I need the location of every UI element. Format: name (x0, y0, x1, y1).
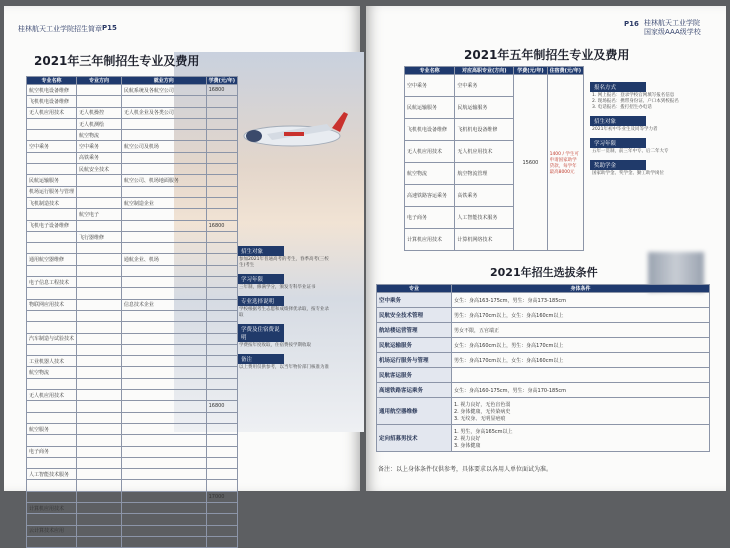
table-cell (121, 310, 206, 321)
table-cell: 无人机应用技术 (455, 141, 514, 163)
table-cell (77, 457, 122, 468)
table-row (27, 265, 238, 276)
table-cell: 高速铁路客运乘务 (405, 185, 455, 207)
col-header: 对应高职专业(方向) (455, 67, 514, 75)
table-cell (121, 277, 206, 288)
table-cell (206, 299, 237, 310)
col-header: 学费(元/年) (206, 77, 237, 85)
table-cell (121, 491, 206, 502)
table-cell (121, 130, 206, 141)
table-cell: 电子信息工程技术 (27, 277, 77, 288)
table-cell: 17000 (206, 491, 237, 502)
table-row (27, 356, 238, 367)
table-row (27, 152, 238, 163)
table-cell (77, 412, 122, 423)
info-heading: 招生对象 (590, 116, 646, 126)
table-cell (206, 254, 237, 265)
table-row (27, 96, 238, 107)
table-row (27, 209, 238, 220)
note-text: 参加2021年普通高考的考生，春季高考(三校生)考生 (239, 257, 329, 268)
table-row (27, 514, 238, 525)
table-cell (121, 322, 206, 333)
table-cell (121, 435, 206, 446)
table-cell (27, 243, 77, 254)
col-header: 就业方向 (121, 77, 206, 85)
table-cell: 通航企业、机场 (121, 254, 206, 265)
table-row (27, 118, 238, 129)
table-cell: 无人机应用技术 (27, 390, 77, 401)
table-row (27, 525, 238, 536)
table-cell: 无人机测绘 (77, 118, 122, 129)
condition-major: 航站楼运营管理 (377, 323, 452, 338)
table-row (27, 231, 238, 242)
table-cell: 16800 (206, 85, 237, 96)
table-cell (206, 480, 237, 491)
table-cell (77, 220, 122, 231)
table-cell (206, 322, 237, 333)
table-cell: 民航运输服务 (405, 97, 455, 119)
table-cell (206, 107, 237, 118)
condition-text: 女生：身高160-175cm，男生：身高170-185cm (452, 383, 710, 398)
condition-text: 女生：身高160cm以上，男生：身高170cm以上 (452, 338, 710, 353)
col-header: 专业方向 (77, 77, 122, 85)
condition-text: 1. 视力良好，无色盲色弱 2. 身体健康，无传染病史 3. 无纹身、无明显疤痕 (452, 398, 710, 425)
table-cell (77, 322, 122, 333)
table-cell (206, 186, 237, 197)
table-cell (121, 265, 206, 276)
table-cell: 通用航空器维修 (27, 254, 77, 265)
table-row (27, 367, 238, 378)
five-year-table (404, 66, 584, 251)
right-title: 2021年五年制招生专业及费用 (464, 48, 630, 62)
table-row (27, 288, 238, 299)
table-row (27, 457, 238, 468)
table-row (27, 423, 238, 434)
table-cell: 航空公司及机场 (121, 141, 206, 152)
table-cell (121, 243, 206, 254)
table-cell (206, 209, 237, 220)
table-cell: 16800 (206, 220, 237, 231)
table-cell: 电子商务 (27, 446, 77, 457)
table-cell (206, 435, 237, 446)
table-cell: 飞机制造技术 (27, 197, 77, 208)
table-cell (77, 96, 122, 107)
table-cell (77, 514, 122, 525)
table-cell (121, 367, 206, 378)
condition-major: 通用航空器维修 (377, 398, 452, 425)
table-row (27, 164, 238, 175)
three-year-table (26, 76, 238, 548)
table-cell (206, 378, 237, 389)
table-cell (206, 356, 237, 367)
table-cell (77, 288, 122, 299)
table-row (27, 390, 238, 401)
table-cell (121, 186, 206, 197)
note-text: 学费按年度收取，住宿费按学期收取 (239, 343, 311, 348)
right-header-2: 国家级AAA级学校 (644, 28, 701, 36)
table-cell: 民航安全技术 (77, 164, 122, 175)
table-cell (77, 356, 122, 367)
table-row (27, 378, 238, 389)
table-cell (27, 130, 77, 141)
table-cell: 飞机电子设备维修 (27, 220, 77, 231)
table-cell: 高铁乘务 (77, 152, 122, 163)
table-cell (77, 502, 122, 513)
table-row (27, 107, 238, 118)
table-cell (77, 480, 122, 491)
table-cell (206, 288, 237, 299)
table-cell (206, 536, 237, 547)
table-cell (77, 265, 122, 276)
table-cell: 航空制造企业 (121, 197, 206, 208)
table-row (27, 333, 238, 344)
table-cell (27, 322, 77, 333)
table-cell (77, 525, 122, 536)
table-cell: 无人机操控 (77, 107, 122, 118)
table-row (27, 220, 238, 231)
table-cell (77, 197, 122, 208)
condition-major: 高速铁路客运乘务 (377, 383, 452, 398)
table-cell: 飞机机电设备维修 (405, 119, 455, 141)
col-header: 学费(元/年) (514, 67, 547, 75)
condition-text: 男生：身高170cm以上，女生：身高160cm以上 (452, 353, 710, 368)
table-cell (77, 277, 122, 288)
table-cell (206, 344, 237, 355)
table-cell (77, 491, 122, 502)
table-cell: 高铁乘务 (455, 185, 514, 207)
table-row (27, 401, 238, 412)
table-cell (206, 231, 237, 242)
table-cell (206, 175, 237, 186)
table-row (27, 130, 238, 141)
condition-text: 男生：身高170cm以上，女生：身高160cm以上 (452, 308, 710, 323)
note-heading: 招生对象 (238, 246, 284, 256)
table-cell (27, 152, 77, 163)
table-row (27, 175, 238, 186)
table-row (27, 299, 238, 310)
table-cell (121, 469, 206, 480)
table-cell (206, 243, 237, 254)
note-heading: 备注 (238, 354, 284, 364)
table-cell (77, 175, 122, 186)
table-cell: 空中乘务 (405, 75, 455, 97)
table-cell: 汽车制造与试验技术 (27, 333, 77, 344)
table-cell (121, 164, 206, 175)
table-cell (121, 118, 206, 129)
table-cell: 民航运输服务 (455, 97, 514, 119)
note-text: 学校根据考生志愿和成绩择优录取，按专业录取 (239, 307, 329, 318)
info-text: 五年一贯制，前三年中专、后二年大专 (592, 149, 669, 154)
airplane-illustration (232, 106, 352, 166)
table-row (377, 383, 710, 398)
table-cell (77, 469, 122, 480)
col-header: 专业 (377, 285, 452, 293)
table-cell (206, 333, 237, 344)
table-cell (206, 197, 237, 208)
table-cell (121, 412, 206, 423)
note-text: 三年制，修满学分，颁发专科毕业证书 (239, 285, 316, 290)
table-cell: 空中乘务 (27, 141, 77, 152)
info-text: 2021年初中毕业生及同等学力者 (592, 127, 658, 132)
table-cell: 物联网应用技术 (27, 299, 77, 310)
info-heading: 学习年限 (590, 138, 646, 148)
table-row (27, 310, 238, 321)
table-cell: 航空物流 (405, 163, 455, 185)
table-cell (77, 401, 122, 412)
table-cell (77, 435, 122, 446)
table-cell (27, 401, 77, 412)
table-cell: 无人机企业及各类公司 (121, 107, 206, 118)
table-cell (206, 502, 237, 513)
table-cell (121, 356, 206, 367)
table-cell: 航空物流 (27, 367, 77, 378)
table-cell: 计算机网络技术 (455, 229, 514, 251)
table-cell (121, 401, 206, 412)
table-cell (121, 333, 206, 344)
note-heading: 专业选择说明 (238, 296, 284, 306)
table-cell (27, 435, 77, 446)
table-row (377, 398, 710, 425)
table-cell (206, 469, 237, 480)
table-row (377, 425, 710, 452)
table-row (377, 353, 710, 368)
table-cell: 计算机应用技术 (405, 229, 455, 251)
table-cell (27, 457, 77, 468)
table-row (27, 491, 238, 502)
table-cell (121, 502, 206, 513)
table-cell (121, 288, 206, 299)
table-cell: 机场运行服务与管理 (27, 186, 77, 197)
table-cell (206, 390, 237, 401)
table-row (27, 412, 238, 423)
condition-text: 1. 男生，身高165cm以上 2. 视力良好 3. 身体健康 (452, 425, 710, 452)
table-cell (27, 209, 77, 220)
left-header: 桂林航天工业学院招生简章 (18, 25, 102, 33)
table-row (27, 435, 238, 446)
table-cell: 信息技术企业 (121, 299, 206, 310)
table-cell (27, 412, 77, 423)
table-cell: 空中乘务 (77, 141, 122, 152)
table-cell (77, 390, 122, 401)
left-page (4, 6, 360, 535)
condition-text: 女生：身高163-175cm，男生：身高173-185cm (452, 293, 710, 308)
right-page-number: P16 (624, 20, 639, 28)
info-text: 国家助学金、奖学金、勤工助学岗位 (592, 171, 664, 176)
table-cell: 云计算技术应用 (27, 525, 77, 536)
table-cell (27, 288, 77, 299)
table-cell (121, 220, 206, 231)
table-cell: 民航系统及各航空公司 (121, 85, 206, 96)
condition-text: 男女不限，五官端正 (452, 323, 710, 338)
table-row (27, 186, 238, 197)
table-row (27, 254, 238, 265)
table-row (27, 446, 238, 457)
table-cell (27, 164, 77, 175)
table-row (377, 323, 710, 338)
table-row (27, 480, 238, 491)
table-cell (206, 367, 237, 378)
table-cell (121, 514, 206, 525)
table-row (377, 293, 710, 308)
table-row (405, 75, 584, 97)
table-row (27, 536, 238, 547)
table-cell (206, 457, 237, 468)
table-cell (77, 186, 122, 197)
table-cell (77, 243, 122, 254)
table-cell (121, 390, 206, 401)
table-cell (121, 457, 206, 468)
left-page-number: P15 (102, 24, 117, 32)
table-cell: 飞机机电设备维修 (27, 96, 77, 107)
col-header: 身体条件 (452, 285, 710, 293)
table-cell: 无人机应用技术 (405, 141, 455, 163)
table-cell (77, 536, 122, 547)
footnote: 备注：以上身体条件仅供参考，具体要求以各用人单位面试为准。 (378, 466, 553, 473)
table-cell (206, 514, 237, 525)
table-row (377, 368, 710, 383)
table-cell (206, 118, 237, 129)
table-cell (77, 423, 122, 434)
table-cell: 16800 (206, 401, 237, 412)
table-cell (206, 96, 237, 107)
table-row (27, 197, 238, 208)
table-cell (27, 118, 77, 129)
table-cell (121, 344, 206, 355)
table-cell (77, 446, 122, 457)
table-cell (77, 367, 122, 378)
table-cell (77, 333, 122, 344)
col-header: 专业名称 (405, 67, 455, 75)
fee-note-cell: 1400 / 学生可申请国家助学贷款，每学年最高8000元 (547, 75, 583, 251)
table-row (377, 308, 710, 323)
condition-major: 民航安全技术管理 (377, 308, 452, 323)
table-cell (121, 231, 206, 242)
table-cell (121, 96, 206, 107)
table-cell (206, 310, 237, 321)
table-cell: 民航运输服务 (27, 175, 77, 186)
table-row (27, 344, 238, 355)
table-cell: 航空电子 (77, 209, 122, 220)
table-cell (77, 85, 122, 96)
table-row (27, 243, 238, 254)
condition-major: 民航运输服务 (377, 338, 452, 353)
table-cell: 电子商务 (405, 207, 455, 229)
table-cell: 空中乘务 (455, 75, 514, 97)
table-cell: 航空机电设备维修 (27, 85, 77, 96)
table-cell: 人工智能技术服务 (27, 469, 77, 480)
table-cell (121, 536, 206, 547)
table-cell (121, 378, 206, 389)
info-text: 1. 网上报名：登录学校官网填写报名信息 2. 现场报名：携带身份证、户口本到校报名 3. 电话报名：拨打招生办电话 (592, 93, 679, 110)
condition-text (452, 368, 710, 383)
table-cell (121, 209, 206, 220)
table-cell: 航空公司、机场地面服务 (121, 175, 206, 186)
table-cell (206, 265, 237, 276)
table-row (377, 338, 710, 353)
table-row (27, 277, 238, 288)
conditions-title: 2021年招生选拔条件 (490, 266, 598, 279)
table-cell (77, 299, 122, 310)
conditions-table (376, 284, 710, 452)
note-text: 以上费用仅供参考，以当年物价部门核准为准 (239, 365, 329, 370)
table-cell (206, 277, 237, 288)
table-cell (206, 164, 237, 175)
left-title: 2021年三年制招生专业及费用 (34, 54, 200, 68)
table-cell (121, 525, 206, 536)
table-cell (27, 344, 77, 355)
table-cell (121, 152, 206, 163)
table-cell (121, 446, 206, 457)
table-cell: 无人机应用技术 (27, 107, 77, 118)
col-header: 专业名称 (27, 77, 77, 85)
table-cell (27, 265, 77, 276)
table-cell (206, 412, 237, 423)
table-cell (27, 231, 77, 242)
left-notes-panel (238, 242, 332, 372)
table-cell (27, 514, 77, 525)
table-cell: 计算机应用技术 (27, 502, 77, 513)
note-heading: 学习年限 (238, 274, 284, 284)
table-cell (27, 491, 77, 502)
table-cell (27, 378, 77, 389)
table-cell (77, 344, 122, 355)
info-heading: 报名方式 (590, 82, 646, 92)
info-heading: 奖助学金 (590, 160, 646, 170)
table-cell (121, 480, 206, 491)
table-cell (206, 525, 237, 536)
condition-major: 机场运行服务与管理 (377, 353, 452, 368)
fee-cell: 15600 (514, 75, 547, 251)
note-heading: 学费及住宿费说明 (238, 324, 284, 342)
table-cell: 人工智能技术服务 (455, 207, 514, 229)
table-row (27, 141, 238, 152)
table-cell (77, 254, 122, 265)
table-cell (206, 423, 237, 434)
table-row (27, 469, 238, 480)
table-cell (206, 152, 237, 163)
table-cell (27, 536, 77, 547)
table-row (27, 322, 238, 333)
table-cell: 飞机机电设备维修 (455, 119, 514, 141)
table-cell: 航空服务 (27, 423, 77, 434)
table-cell: 航空物流 (77, 130, 122, 141)
right-info-panel (590, 78, 720, 178)
condition-major: 民航客运服务 (377, 368, 452, 383)
table-cell (77, 378, 122, 389)
table-cell: 航空物流管理 (455, 163, 514, 185)
table-cell: 工业机器人技术 (27, 356, 77, 367)
table-row (27, 502, 238, 513)
table-row (27, 85, 238, 96)
table-cell (77, 310, 122, 321)
table-cell: 飞行器维修 (77, 231, 122, 242)
condition-major: 空中乘务 (377, 293, 452, 308)
table-cell (206, 130, 237, 141)
table-cell (27, 480, 77, 491)
table-cell (121, 423, 206, 434)
table-cell (206, 446, 237, 457)
table-cell (206, 141, 237, 152)
table-cell (27, 310, 77, 321)
condition-major: 定向招募男技术 (377, 425, 452, 452)
right-header-1: 桂林航天工业学院 (644, 19, 700, 27)
col-header: 住宿费(元/年) (547, 67, 583, 75)
